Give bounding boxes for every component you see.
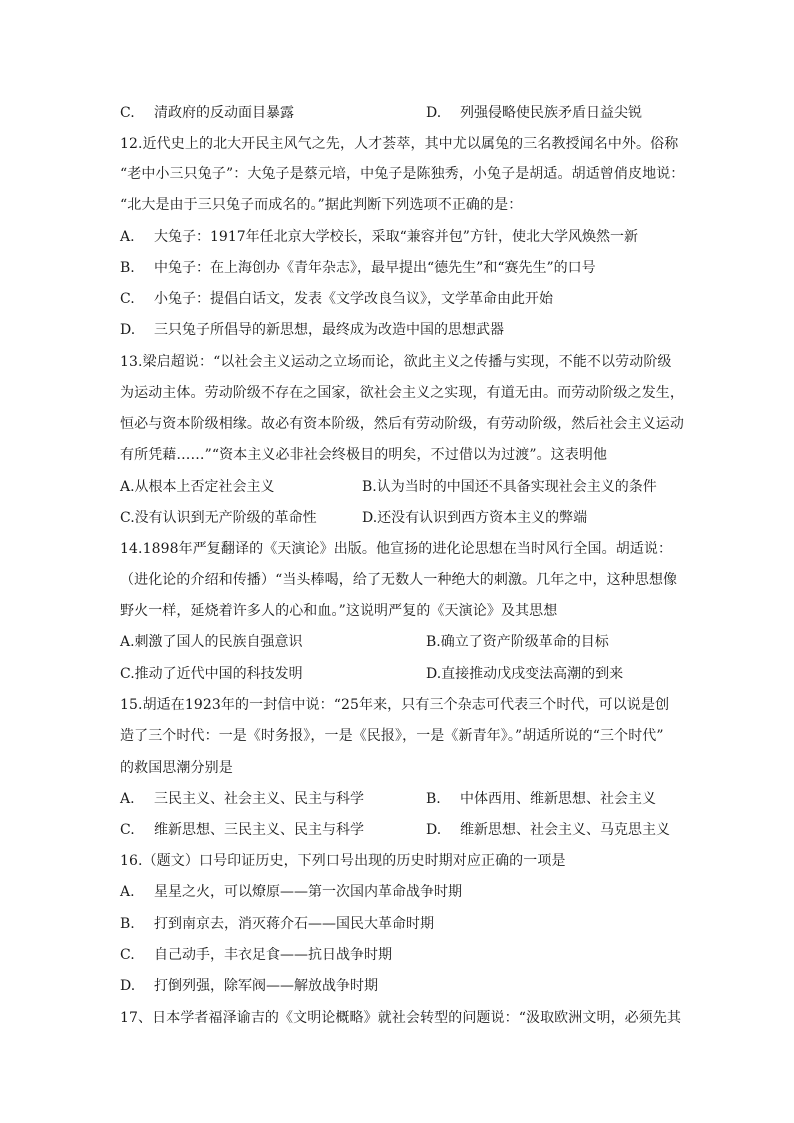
q14-stem-line: 野火一样，延烧着许多人的心和血。”这说明严复的《天演论》及其思想 <box>120 603 558 619</box>
q13-option-c: C.没有认识到无产阶级的革命性 <box>120 510 317 526</box>
q14-stem-line: （进化论的介绍和传播）“当头棒喝，给了无数人一种绝大的刺激。几年之中，这种思想像 <box>120 572 678 588</box>
q15-stem-line: 15.胡适在1923年的一封信中说：“25年来，只有三个杂志可代表三个时代，可以说是创 <box>120 697 670 713</box>
q14-stem-line: 14.1898年严复翻译的《天演论》出版。他宣扬的进化论思想在当时风行全国。胡适说： <box>120 541 673 557</box>
q13-option-b: B.认为当时的中国还不具备实现社会主义的条件 <box>362 479 657 495</box>
q16-option-b: B. 打到南京去，消灭蒋介石——国民大革命时期 <box>120 916 434 932</box>
q12-stem-line: 12.近代史上的北大开民主风气之先，人才荟萃，其中尤以属兔的三名教授闻名中外。俗称 <box>120 136 679 152</box>
q12-option-a: A. 大兔子：1917年任北京大学校长，采取“兼容并包”方针，使北大学风焕然一新 <box>120 229 638 245</box>
q14-option-c: C.推动了近代中国的科技发明 <box>120 666 303 682</box>
q14-option-d: D.直接推动戊戌变法高潮的到来 <box>426 666 624 682</box>
q15-stem-line: 的救国思潮分别是 <box>120 760 233 776</box>
q12-stem-line: “北大是由于三只兔子而成名的。”据此判断下列选项不正确的是： <box>120 197 523 213</box>
q17-stem: 17、日本学者福泽谕吉的《文明论概略》就社会转型的问题说：“汲取欧洲文明，必须先其 <box>120 1010 682 1026</box>
q16-option-d: D. 打倒列强，除军阀——解放战争时期 <box>120 978 378 994</box>
q12-stem-line: “老中小三只兔子”：大兔子是蔡元培，中兔子是陈独秀，小兔子是胡适。胡适曾俏皮地说： <box>120 166 685 182</box>
q15-option-d: D. 维新思想、社会主义、马克思主义 <box>426 822 670 838</box>
q14-option-b: B.确立了资产阶级革命的目标 <box>426 634 609 650</box>
q12-option-c: C. 小兔子：提倡白话文，发表《文学改良刍议》，文学革命由此开始 <box>120 291 553 307</box>
q13-option-d: D.还没有认识到西方资本主义的弊端 <box>362 510 588 526</box>
q13-stem-line: 13.梁启超说：“以社会主义运动之立场而论，欲此主义之传播与实现，不能不以劳动阶级 <box>120 354 672 370</box>
q16-stem: 16.（题文）口号印证历史，下列口号出现的历史时期对应正确的一项是 <box>120 853 566 869</box>
q11-option-c: C. 清政府的反动面目暴露 <box>120 105 294 121</box>
q15-stem-line: 造了三个时代：一是《时务报》，一是《民报》，一是《新青年》。”胡适所说的“三个时代” <box>120 728 664 744</box>
q16-option-a: A. 星星之火，可以燎原——第一次国内革命战争时期 <box>120 884 462 900</box>
q15-option-b: B. 中体西用、维新思想、社会主义 <box>426 791 656 807</box>
q13-stem-line: 为运动主体。劳动阶级不存在之国家，欲社会主义之实现，有道无由。而劳动阶级之发生， <box>120 385 684 401</box>
q13-stem-line: 有所凭藉……”“资本主义必非社会终极目的明矣，不过借以为过渡”。这表明他 <box>120 447 608 463</box>
q12-option-b: B. 中兔子：在上海创办《青年杂志》，最早提出“德先生”和“赛先生”的口号 <box>120 260 596 276</box>
q16-option-c: C. 自己动手，丰衣足食——抗日战争时期 <box>120 947 392 963</box>
q13-stem-line: 恒必与资本阶级相缘。故必有资本阶级，然后有劳动阶级，有劳动阶级，然后社会主义运动 <box>120 416 684 432</box>
q12-option-d: D. 三只兔子所倡导的新思想，最终成为改造中国的思想武器 <box>120 322 504 338</box>
q15-option-c: C. 维新思想、三民主义、民主与科学 <box>120 822 364 838</box>
q15-option-a: A. 三民主义、社会主义、民主与科学 <box>120 791 364 807</box>
q14-option-a: A.刺激了国人的民族自强意识 <box>120 634 303 650</box>
q13-option-a: A.从根本上否定社会主义 <box>120 479 275 495</box>
q11-option-d: D. 列强侵略使民族矛盾日益尖锐 <box>426 105 642 121</box>
